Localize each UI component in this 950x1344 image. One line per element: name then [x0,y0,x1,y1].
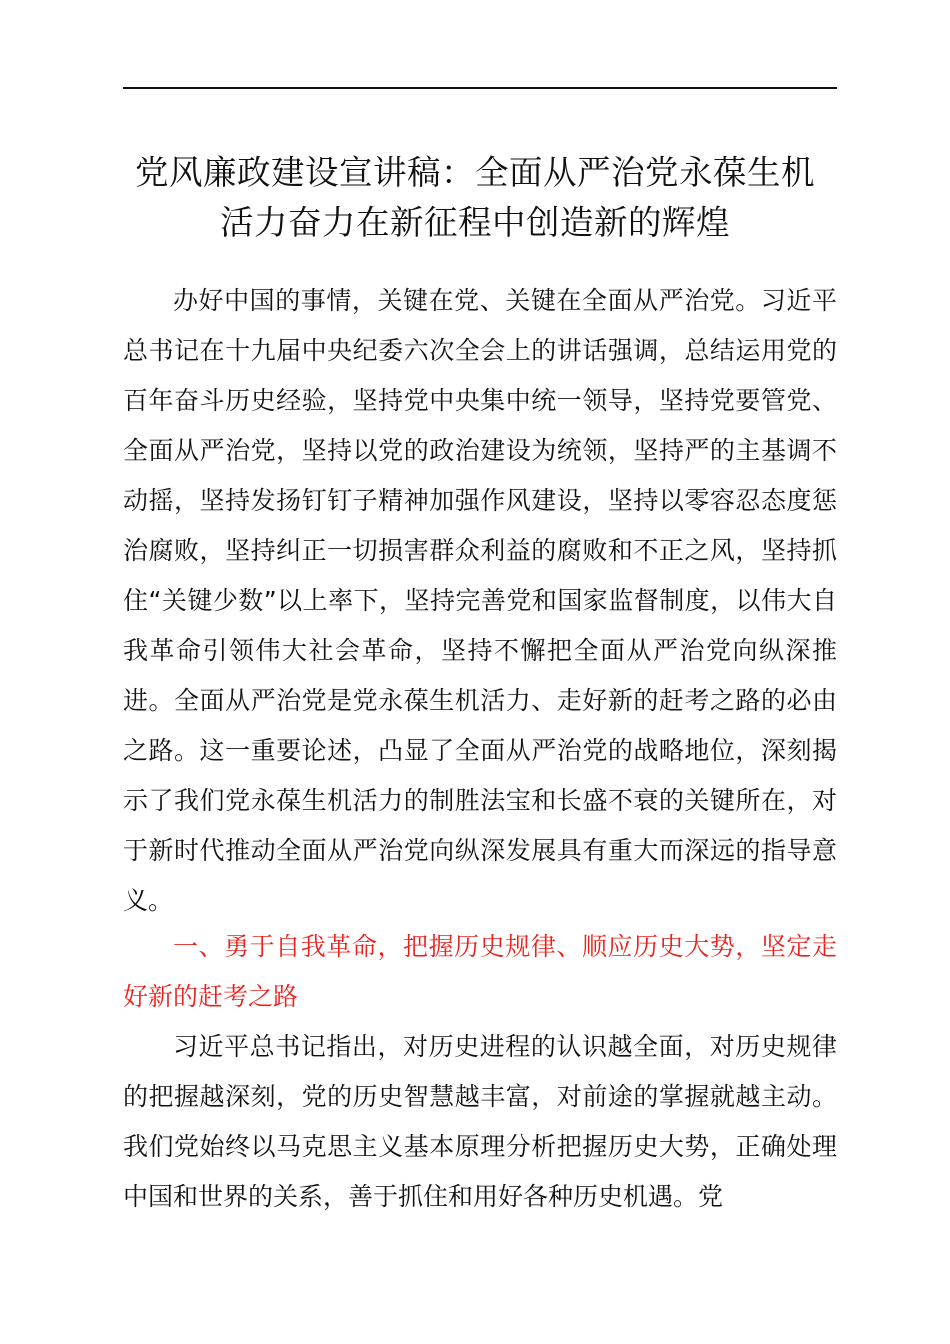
intro-paragraph: 办好中国的事情，关键在党、关键在全面从严治党。习近平总书记在十九届中央纪委六次全会上的讲话强调，总结运用党的百年奋斗历史经验，坚持党中央集中统一领导，坚持党要管党、全面从严治党，坚持以党的政治建设为统领，坚持严的主基调不动摇，坚持发扬钉钉子精神加强作风建设，坚持以零容忍态度惩治腐败，坚持纠正一切损害群众利益的腐败和不正之风，坚持抓住“关键少数”以上率下，坚持完善党和国家监督制度，以伟大自我革命引领伟大社会革命，坚持不懈把全面从严治党向纵深推进。全面从严治党是党永葆生机活力、走好新的赶考之路的必由之路。这一重要论述，凸显了全面从严治党的战略地位，深刻揭示了我们党永葆生机活力的制胜法宝和长盛不衰的关键所在，对于新时代推动全面从严治党向纵深发展具有重大而深远的指导意义。 [123,286,837,915]
document-title [110,148,840,248]
title-line-1: 党风廉政建设宣讲稿：全面从严治党永葆生机 [135,153,815,192]
header-rule [123,87,837,89]
title-line-2: 活力奋力在新征程中创造新的辉煌 [220,203,730,242]
section-paragraph: 习近平总书记指出，对历史进程的认识越全面，对历史规律的把握越深刻，党的历史智慧越丰富，对前途的掌握就越主动。我们党始终以马克思主义基本原理分析把握历史大势，正确处理中国和世界的关系，善于抓住和用好各种历史机遇。党 [123,1032,837,1211]
section-heading: 一、勇于自我革命，把握历史规律、顺应历史大势，坚定走好新的赶考之路 [123,932,837,1011]
